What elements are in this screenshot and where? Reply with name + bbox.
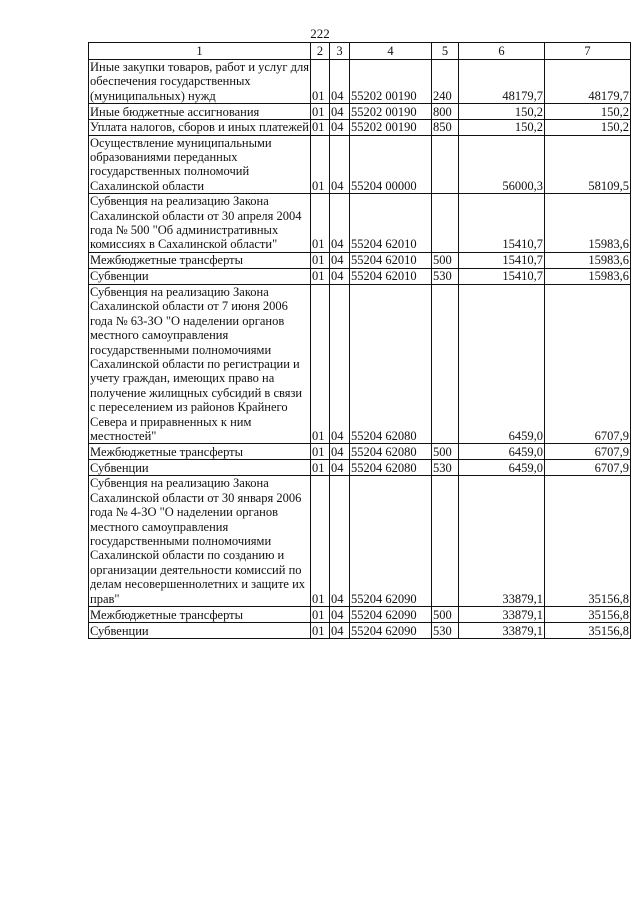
cell-expense-type: 500 [432,607,459,623]
cell-target-article: 55204 62080 [350,444,432,460]
cell-amount-2: 6707,9 [545,444,631,460]
table-row [89,284,631,443]
cell-amount-1: 6459,0 [459,460,545,476]
header-col-3: 3 [330,43,350,60]
cell-amount-2: 35156,8 [545,623,631,639]
page-number: 222 [310,26,330,41]
cell-target-article: 55204 62010 [350,194,432,253]
cell-target-article: 55204 62090 [350,607,432,623]
cell-amount-2: 15983,6 [545,268,631,284]
table-row [89,268,631,284]
cell-target-article: 55204 62080 [350,460,432,476]
cell-section: 01 [311,476,330,607]
cell-section: 01 [311,120,330,135]
cell-target-article: 55204 62080 [350,284,432,443]
header-col-4: 4 [350,43,432,60]
cell-amount-1: 150,2 [459,120,545,135]
row-name: Субвенция на реализацию Закона Сахалинской области от 30 января 2006 года № 4-ЗО "О наделении органов местного самоуправления государственными полномочиями Сахалинской области по созданию и организации деятельности комиссий по делам несовершеннолетних и защите их прав" [89,476,311,607]
cell-target-article: 55202 00190 [350,120,432,135]
cell-subsection: 04 [330,607,350,623]
cell-target-article: 55204 62090 [350,623,432,639]
cell-expense-type: 850 [432,120,459,135]
cell-amount-2: 58109,5 [545,135,631,194]
cell-expense-type [432,194,459,253]
row-name: Межбюджетные трансферты [89,607,311,623]
cell-expense-type [432,476,459,607]
cell-section: 01 [311,104,330,120]
cell-amount-1: 48179,7 [459,60,545,104]
cell-amount-1: 6459,0 [459,284,545,443]
cell-amount-1: 15410,7 [459,252,545,268]
cell-subsection: 04 [330,104,350,120]
cell-expense-type: 530 [432,460,459,476]
row-name: Иные закупки товаров, работ и услуг для обеспечения государственных (муниципальных) нужд [90,60,310,103]
cell-subsection: 04 [330,135,350,194]
cell-subsection: 04 [330,194,350,253]
row-name: Субвенция на реализацию Закона Сахалинской области от 30 апреля 2004 года № 500 "Об административных комиссиях в Сахалинской области" [89,194,311,253]
table-row [89,623,631,639]
cell-section: 01 [311,623,330,639]
cell-section: 01 [311,284,330,443]
cell-section: 01 [311,252,330,268]
table-row [89,607,631,623]
cell-amount-1: 33879,1 [459,623,545,639]
table-row [89,444,631,460]
cell-amount-2: 35156,8 [545,476,631,607]
header-col-6: 6 [459,43,545,60]
cell-subsection: 04 [330,284,350,443]
table-row [89,60,631,104]
cell-amount-2: 150,2 [545,104,631,120]
cell-subsection: 04 [330,252,350,268]
cell-target-article: 55204 62010 [350,268,432,284]
cell-section: 01 [311,460,330,476]
table-row [89,460,631,476]
header-col-5: 5 [432,43,459,60]
row-name: Межбюджетные трансферты [89,444,311,460]
cell-amount-1: 150,2 [459,104,545,120]
cell-subsection: 04 [330,623,350,639]
cell-subsection: 04 [330,120,350,135]
cell-amount-2: 6707,9 [545,284,631,443]
cell-amount-1: 15410,7 [459,194,545,253]
cell-target-article: 55204 62010 [350,252,432,268]
cell-amount-2: 48179,7 [545,60,631,104]
cell-expense-type [432,284,459,443]
table-row [89,104,631,120]
row-name: Субвенции [89,623,311,639]
cell-subsection: 04 [330,60,350,104]
cell-amount-1: 33879,1 [459,476,545,607]
cell-subsection: 04 [330,444,350,460]
cell-amount-1: 33879,1 [459,607,545,623]
row-name: Субвенции [89,460,311,476]
row-name: Субвенции [89,268,311,284]
cell-expense-type: 800 [432,104,459,120]
cell-expense-type: 530 [432,623,459,639]
row-name: Уплата налогов, сборов и иных платежей [90,120,309,135]
row-name: Межбюджетные трансферты [89,252,311,268]
cell-expense-type: 240 [432,60,459,104]
cell-target-article: 55202 00190 [350,60,432,104]
cell-section: 01 [311,135,330,194]
row-name: Осуществление муниципальными образованиями переданных государственных полномочий Сахалинской области [89,135,311,194]
cell-target-article: 55204 62090 [350,476,432,607]
cell-section: 01 [311,444,330,460]
header-col-2: 2 [311,43,330,60]
cell-section: 01 [311,607,330,623]
cell-amount-2: 6707,9 [545,460,631,476]
cell-expense-type: 500 [432,252,459,268]
cell-subsection: 04 [330,268,350,284]
cell-section: 01 [311,268,330,284]
table-row [89,135,631,194]
header-col-7: 7 [545,43,631,60]
table-row [89,476,631,607]
cell-amount-1: 56000,3 [459,135,545,194]
row-name: Иные бюджетные ассигнования [89,104,311,120]
cell-amount-1: 15410,7 [459,268,545,284]
cell-subsection: 04 [330,476,350,607]
row-name: Субвенция на реализацию Закона Сахалинской области от 7 июня 2006 года № 63-ЗО "О наделении органов местного самоуправления государственными полномочиями Сахалинской области по регистрации и учету граждан, имеющих право на получение жилищных субсидий в связи с переселением из районов Крайнего Севера и приравненных к ним местностей" [89,284,311,443]
cell-amount-2: 150,2 [545,120,631,135]
cell-amount-2: 15983,6 [545,252,631,268]
cell-subsection: 04 [330,460,350,476]
cell-expense-type: 500 [432,444,459,460]
table-row [89,194,631,253]
cell-amount-2: 35156,8 [545,607,631,623]
cell-expense-type: 530 [432,268,459,284]
cell-amount-1: 6459,0 [459,444,545,460]
table-row [89,252,631,268]
cell-section: 01 [311,60,330,104]
table-row [89,120,631,135]
cell-target-article: 55204 00000 [350,135,432,194]
cell-section: 01 [311,194,330,253]
cell-target-article: 55202 00190 [350,104,432,120]
header-col-1: 1 [89,43,311,60]
header-row [89,43,631,60]
cell-expense-type [432,135,459,194]
budget-table [88,42,631,639]
cell-amount-2: 15983,6 [545,194,631,253]
